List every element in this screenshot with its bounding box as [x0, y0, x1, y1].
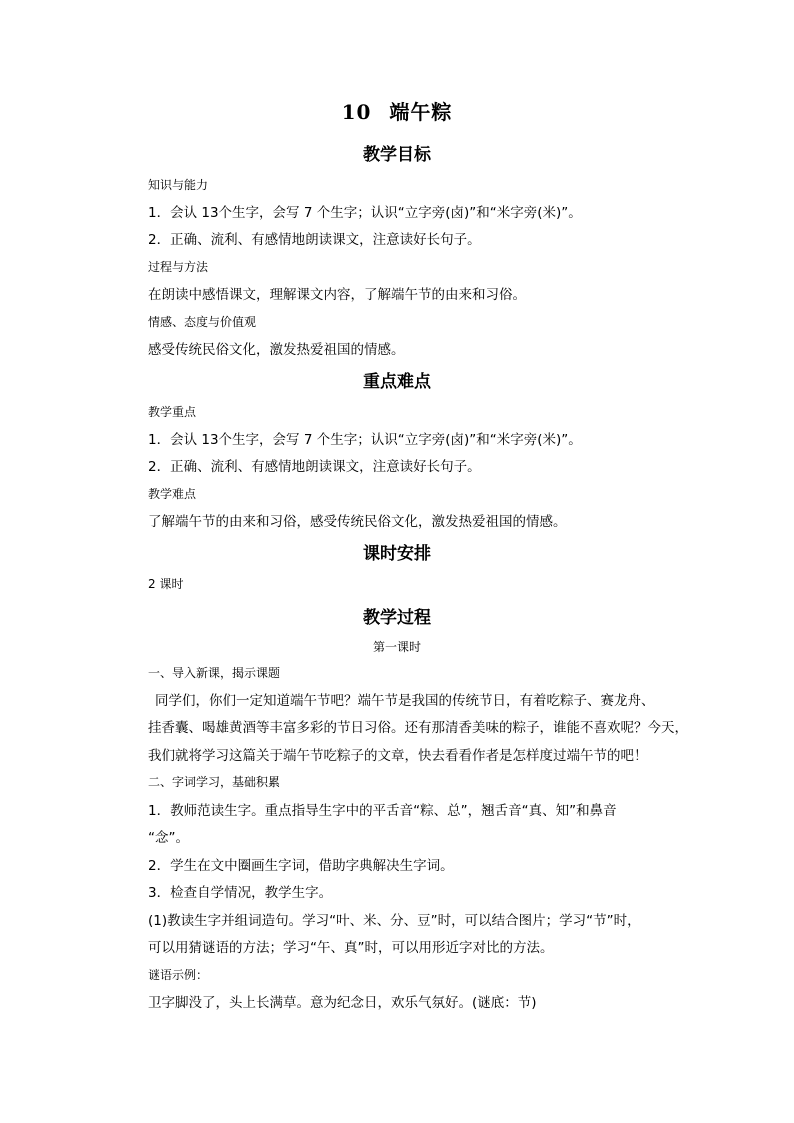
riddle-example-label: 谜语示例：	[148, 968, 209, 982]
lesson-name: 端午粽	[389, 100, 453, 124]
step2-item3: 3．检查自学情况，教学生字。	[148, 885, 333, 901]
heading-teaching-goals: 教学目标	[363, 145, 431, 165]
lesson-number: 10	[341, 100, 372, 124]
focus-line-2: 2．正确、流利、有感情地朗读课文，注意读好长句子。	[148, 459, 481, 475]
goal-line-2: 2．正确、流利、有感情地朗读课文，注意读好长句子。	[148, 232, 481, 248]
subheading-process-method: 过程与方法	[148, 260, 209, 274]
goal-line-4: 感受传统民俗文化，激发热爱祖国的情感。	[148, 342, 405, 358]
heading-teaching-process: 教学过程	[363, 608, 431, 628]
step2-item3-sub1-line2: 可以用猜谜语的方法；学习“午、真”时，可以用形近字对比的方法。	[148, 940, 554, 956]
subheading-teaching-focus: 教学重点	[148, 405, 197, 419]
heading-key-points: 重点难点	[363, 372, 431, 392]
step-2-heading: 二、字词学习，基础积累	[148, 775, 281, 789]
intro-paragraph-line-1: 同学们，你们一定知道端午节吧？端午节是我国的传统节日，有着吃粽子、赛龙舟、	[155, 693, 655, 709]
difficulty-line: 了解端午节的由来和习俗，感受传统民俗文化，激发热爱祖国的情感。	[148, 514, 567, 530]
intro-paragraph-line-2: 挂香囊、喝雄黄酒等丰富多彩的节日习俗。还有那清香美味的粽子，谁能不喜欢呢？今天，	[148, 720, 688, 736]
subheading-emotion-values: 情感、态度与价值观	[148, 315, 257, 329]
step2-item2: 2．学生在文中圈画生字词，借助字典解决生字词。	[148, 858, 454, 874]
subheading-knowledge-ability: 知识与能力	[148, 178, 209, 192]
schedule-text: 2 课时	[148, 577, 184, 591]
heading-schedule: 课时安排	[363, 544, 431, 564]
lesson-title	[0, 96, 794, 125]
step2-item1-line2: “念”。	[148, 830, 189, 846]
step-1-heading: 一、导入新课，揭示课题	[148, 666, 281, 680]
step2-item3-sub1-line1: (1)教读生字并组词造句。学习“叶、米、分、豆”时，可以结合图片；学习“节”时，	[148, 913, 641, 929]
riddle-text: 卫字脚没了，头上长满草。意为纪念日，欢乐气氛好。(谜底：节)	[148, 995, 537, 1011]
intro-paragraph-line-3: 我们就将学习这篇关于端午节吃粽子的文章，快去看看作者是怎样度过端午节的吧！	[148, 748, 648, 764]
goal-line-1: 1．会认 13个生字，会写 7 个生字；认识“立字旁(⻧)”和“米字旁(米)”。	[148, 205, 582, 221]
goal-line-3: 在朗读中感悟课文，理解课文内容，了解端午节的由来和习俗。	[148, 287, 526, 303]
lesson-period-label: 第一课时	[372, 640, 421, 654]
focus-line-1: 1．会认 13个生字，会写 7 个生字；认识“立字旁(⻧)”和“米字旁(米)”。	[148, 432, 582, 448]
subheading-teaching-difficulty: 教学难点	[148, 487, 197, 501]
step2-item1-line1: 1．教师范读生字。重点指导生字中的平舌音“粽、总”，翘舌音“真、知”和鼻音	[148, 803, 617, 819]
